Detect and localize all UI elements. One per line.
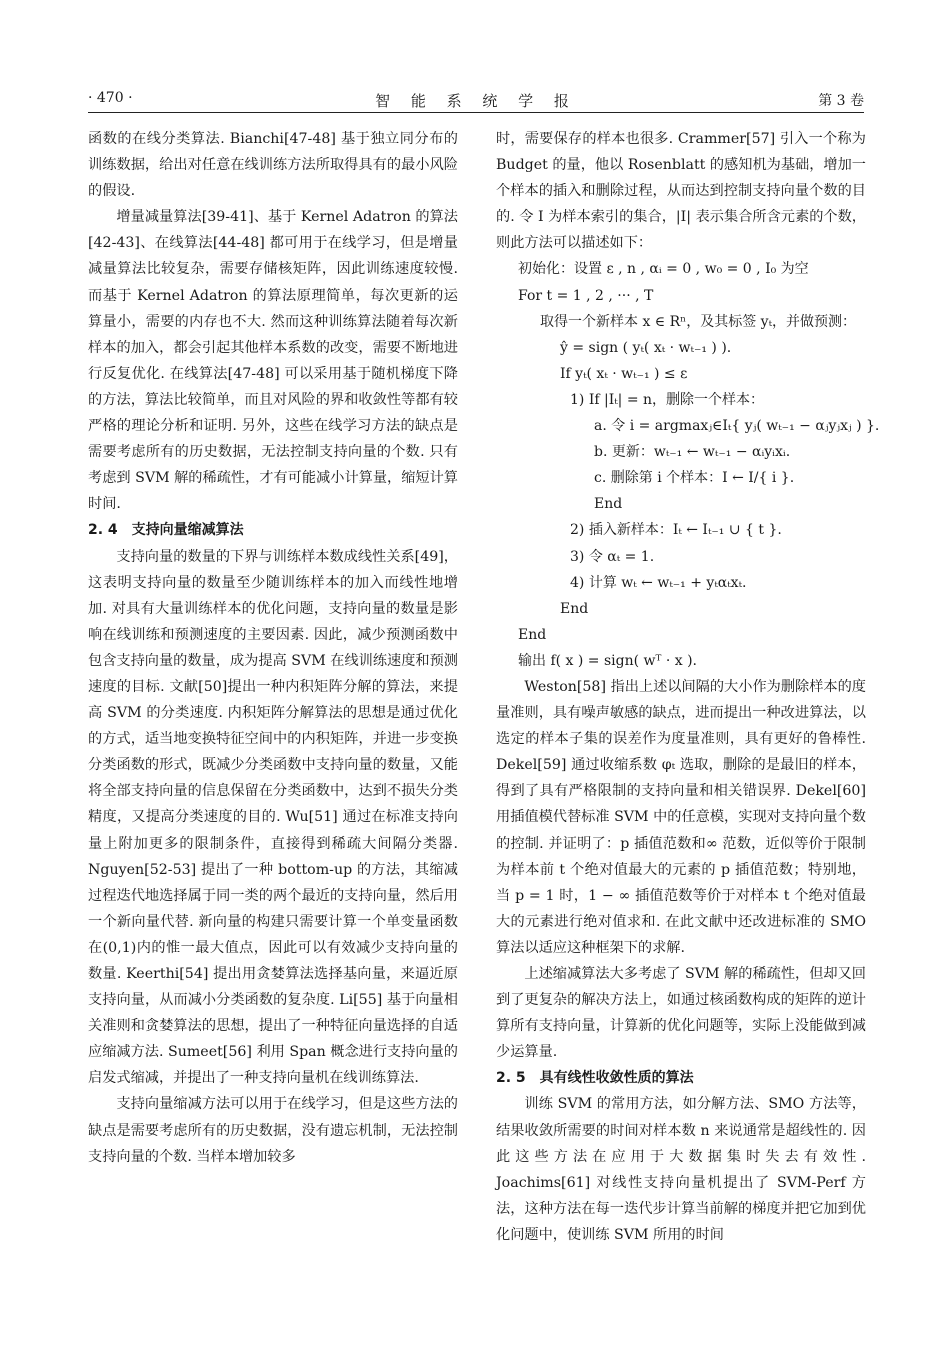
paragraph: 训练 SVM 的常用方法，如分解方法、SMO 方法等，结果收敛所需要的时间对样本数 n 来说通常是超线性的. 因此这些方法在应用于大数据集时失去有效性. Joachims[61] 对线性支持向量机提出了 SVM-Perf 方法，这种方法在每一迭代步计算当前解的梯度并把它加到优化问题中，使训练 SVM 所用的时间 <box>496 1096 866 1243</box>
paragraph: 时，需要保存的样本也很多. Crammer[57] 引入一个称为 Budget 的量，他以 Rosenblatt 的感知机为基础，增加一个样本的插入和删除过程，从而达到控制支持向量个数的目的. 令 I 为样本索引的集合，|I| 表示集合所含元素的个数，则此方法可以描述如下： <box>496 131 866 252</box>
algorithm-line: c. 删除第 i 个样本：I ← I/{ i }. <box>594 470 795 487</box>
algorithm-line: End <box>518 626 547 643</box>
algorithm-line: a. 令 i = argmaxⱼ∈Iₜ{ yⱼ( wₜ₋₁ − αⱼyⱼxⱼ ) }. <box>594 418 880 435</box>
algorithm-line: 2) 插入新样本：Iₜ ← Iₜ₋₁ ∪ { t }. <box>570 522 782 539</box>
algorithm-line: For t = 1 , 2 , ··· , T <box>518 287 654 304</box>
paragraph: 支持向量缩减方法可以用于在线学习，但是这些方法的缺点是需要考虑所有的历史数据，没有遗忘机制，无法控制支持向量的个数. 当样本增加较多 <box>88 1096 458 1165</box>
section-heading: 2. 5 具有线性收敛性质的算法 <box>496 1070 694 1087</box>
volume-label: 第 3 卷 <box>818 93 864 109</box>
paragraph: Weston[58] 指出上述以间隔的大小作为删除样本的度量准则，具有噪声敏感的缺点，进而提出一种改进算法，以选定的样本子集的误差作为度量准则，具有更好的鲁棒性. Dekel[59] 通过收缩系数 φₜ 选取，删除的是最旧的样本，得到了具有严格限制的支持向量和相关错误界. Dekel[60] 用插值模代替标准 SVM 中的任意模，实现对支持向量个数的控制. 并证明了：p 插值范数和∞ 范数，近似等价于限制为样本前 t 个绝对值最大的元素的 p 插值范数；特别地，当 p = 1 时，1 − ∞ 插值范数等价于对样本 t 个绝对值最大的元素进行绝对值求和. 在此文献中还改进标准的 SMO 算法以适应这种框架下的求解. <box>496 678 866 956</box>
section-heading: 2. 4 支持向量缩减算法 <box>88 522 244 539</box>
paragraph: 支持向量的数量的下界与训练样本数成线性关系[49]，这表明支持向量的数量至少随训练样本的加入而线性地增加. 对具有大量训练样本的优化问题，支持向量的数量是影响在线训练和预测速度的主要因素. 因此，减少预测函数中包含支持向量的数量，成为提高 SVM 在线训练速度和预测速度的目标. 文献[50]提出一种内积矩阵分解的算法，来提高 SVM 的分类速度. 内积矩阵分解算法的思想是通过优化的方式，适当地变换特征空间中的内积矩阵，并进一步变换分类函数的形式，既减少分类函数中支持向量的数量，又能将全部支持向量的信息保留在分类函数中，达到不损失分类精度，又提高分类速度的目的. Wu[51] 通过在标准支持向量上附加更多的限制条件，直接得到稀疏大间隔分类器. Nguyen[52-53] 提出了一种 bottom-up 的方法，其缩减过程迭代地选择属于同一类的两个最近的支持向量，然后用一个新向量代替. 新向量的构建只需要计算一个单变量函数在(0,1)内的惟一最大值点，因此可以有效减少支持向量的数量. Keerthi[54] 提出用贪婪算法选择基向量，来逼近原支持向量，从而减小分类函数的复杂度. Li[55] 基于向量相关准则和贪婪算法的思想，提出了一种特征向量选择的自适应缩减方法. Sumeet[56] 利用 Span 概念进行支持向量的启发式缩减，并提出了一种支持向量机在线训练算法. <box>88 548 458 1087</box>
algorithm-line: 初始化：设置 ε , n , αᵢ = 0 , w₀ = 0 , I₀ 为空 <box>518 261 809 278</box>
algorithm-line: 4) 计算 wₜ ← wₜ₋₁ + yₜαₜxₜ. <box>570 574 747 591</box>
paragraph: 上述缩减算法大多考虑了 SVM 解的稀疏性，但却又回到了更复杂的解决方法上，如通过核函数构成的矩阵的逆计算所有支持向量，计算新的优化问题等，实际上没能做到减少运算量. <box>496 966 866 1061</box>
algorithm-line: End <box>560 600 589 617</box>
page-number: · 470 · <box>88 90 133 106</box>
page-header <box>88 86 864 113</box>
algorithm-line: ŷ = sign ( yₜ( xₜ · wₜ₋₁ ) ). <box>560 339 732 356</box>
journal-title: 智 能 系 统 学 报 <box>375 92 577 110</box>
left-column <box>88 126 458 1170</box>
paragraph: 函数的在线分类算法. Bianchi[47-48] 基于独立同分布的训练数据，给出对任意在线训练方法所取得具有的最小风险的假设. <box>88 131 458 200</box>
paragraph: 增量减量算法[39-41]、基于 Kernel Adatron 的算法[42-43]、在线算法[44-48] 都可用于在线学习，但是增量减量算法比较复杂，需要存储核矩阵，因此训练速度较慢. 而基于 Kernel Adatron 的算法原理简单，每次更新的运算量小，需要的内存也不大. 然而这种训练算法随着每次新样本的加入，都会引起其他样本系数的改变，需要不断地进行反复优化. 在线算法[47-48] 可以采用基于随机梯度下降的方法，算法比较简单，而且对风险的界和收敛性等都有较严格的理论分析和证明. 另外，这些在线学习方法的缺点是需要考虑所有的历史数据，无法控制支持向量的个数. 只有考虑到 SVM 解的稀疏性，才有可能减小计算量，缩短计算时间. <box>88 209 458 513</box>
algorithm-line: If yₜ( xₜ · wₜ₋₁ ) ≤ ε <box>560 365 688 382</box>
right-column <box>496 126 880 1248</box>
algorithm-line: 取得一个新样本 x ∈ Rⁿ，及其标签 yₜ，并做预测： <box>540 313 857 330</box>
algorithm-line: 1) If |Iₜ| = n，删除一个样本： <box>570 391 765 408</box>
algorithm-line: 输出 f( x ) = sign( wᵀ · x ). <box>518 652 698 669</box>
algorithm-block <box>496 256 880 674</box>
algorithm-line: End <box>594 496 623 513</box>
algorithm-line: b. 更新：wₜ₋₁ ← wₜ₋₁ − αᵢyᵢxᵢ. <box>594 444 791 461</box>
algorithm-line: 3) 令 αₜ = 1. <box>570 548 655 565</box>
